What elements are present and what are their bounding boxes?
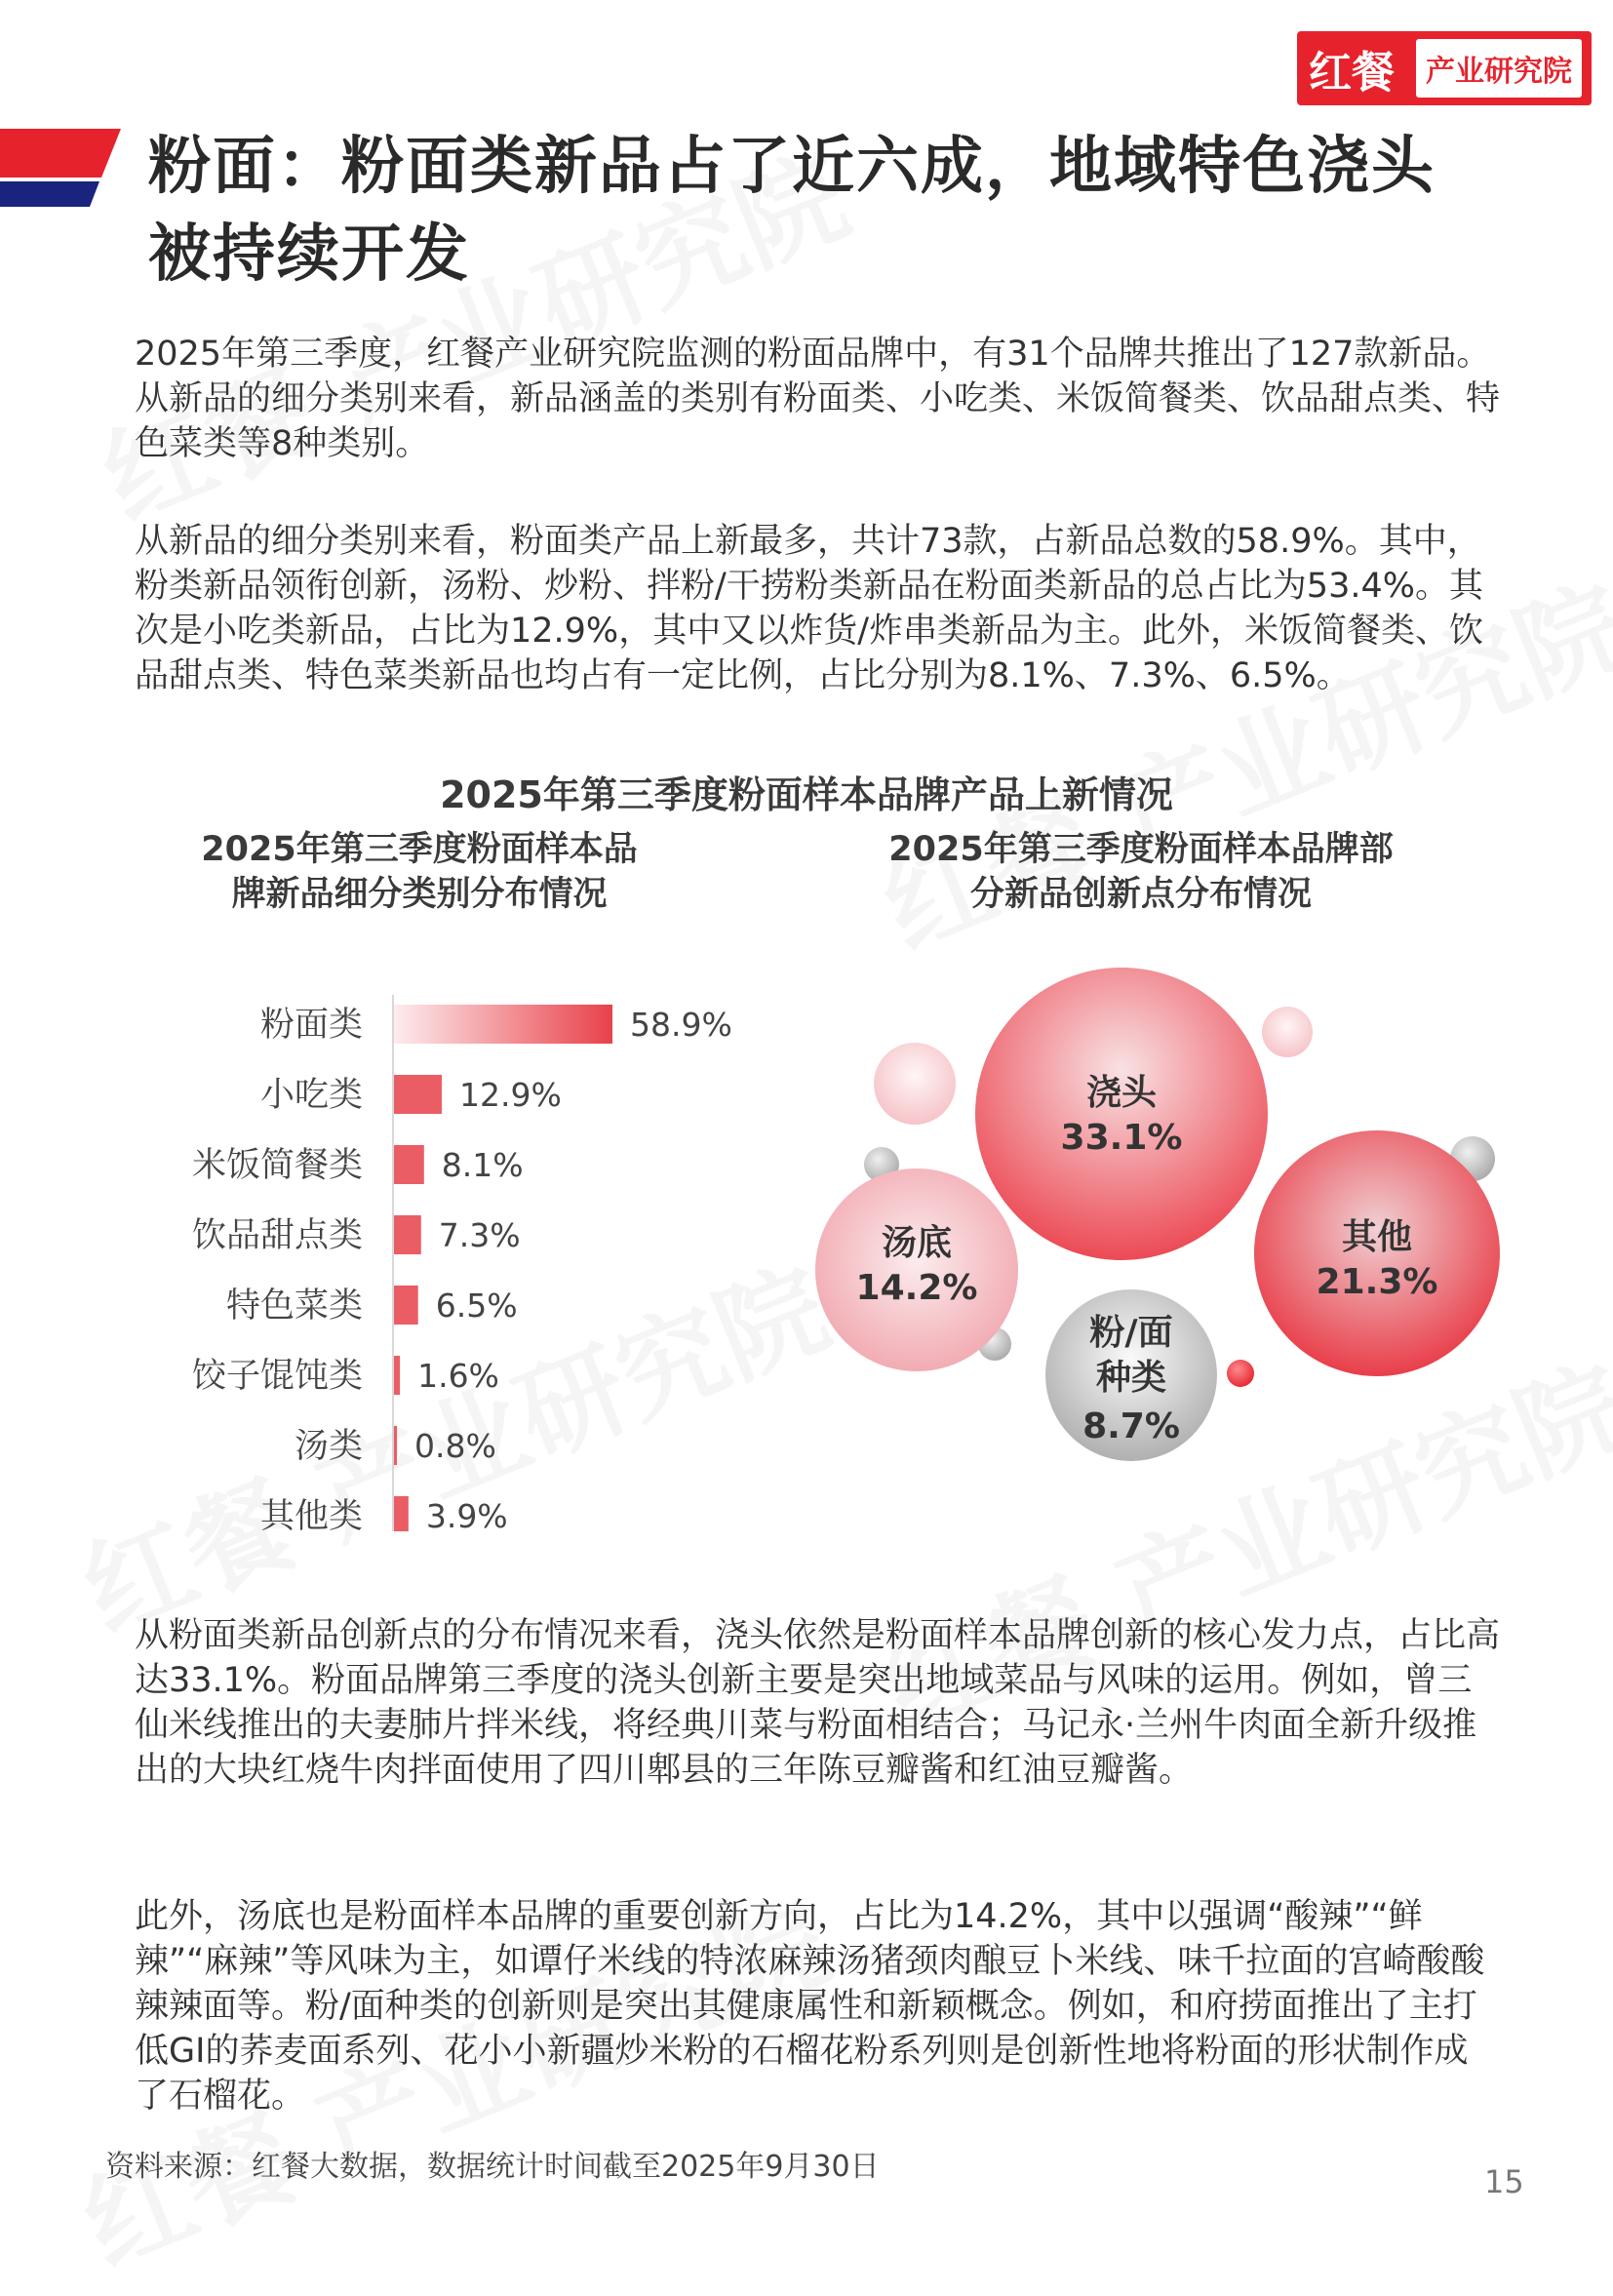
bubble-jiaotou bbox=[975, 968, 1268, 1260]
bar bbox=[394, 1286, 418, 1325]
bar bbox=[394, 1215, 421, 1254]
bubble-value: 33.1% bbox=[1060, 1118, 1183, 1158]
bubble-chart bbox=[800, 956, 1541, 1502]
bar bbox=[394, 1496, 409, 1531]
bar bbox=[394, 1075, 442, 1114]
decor-bubble bbox=[874, 1043, 956, 1125]
paragraph-2: 从新品的细分类别来看，粉面类产品上新最多，共计73款，占新品总数的58.9%。其中，粉类新品领衔创新，汤粉、炒粉、拌粉/干捞粉类新品在粉面类新品的总占比为53.4%。其次是小吃类新品，占比为12.9%，其中又以炸货/炸串类新品为主。此外，米饭简餐类、饮品甜点类、特色菜类新品也均占有一定比例，占比分别为8.1%、7.3%、6.5%。 bbox=[135, 522, 1483, 695]
bar-category-label: 饮品甜点类 bbox=[191, 1216, 363, 1255]
brand-logo bbox=[1297, 31, 1592, 105]
paragraph-4: 此外，汤底也是粉面样本品牌的重要创新方向，占比为14.2%，其中以强调“酸辣”“鲜辣”“麻辣”等风味为主，如谭仔米线的特浓麻辣汤猪颈肉酿豆卜米线、味千拉面的宫崎酸酸辣辣面等。粉/面种类的创新则是突出其健康属性和新颖概念。例如，和府捞面推出了主打低GI的荞麦面系列、花小小新疆炒米粉的石榴花粉系列则是创新性地将粉面的形状制作成了石榴花。 bbox=[135, 1897, 1485, 2116]
logo-text: 产业研究院 bbox=[1416, 39, 1582, 98]
decor-dot bbox=[1227, 1360, 1254, 1387]
bar-category-label: 小吃类 bbox=[259, 1076, 363, 1115]
bar-category-label: 特色菜类 bbox=[225, 1287, 363, 1326]
bar-value-label: 3.9% bbox=[425, 1497, 508, 1531]
bubble-label: 汤底 bbox=[881, 1223, 953, 1263]
page-number: 15 bbox=[1484, 2163, 1524, 2200]
bar-chart bbox=[0, 985, 800, 1531]
bar bbox=[394, 1426, 397, 1465]
bar-chart-title: 2025年第三季度粉面样本品牌新品细分类别分布情况 bbox=[201, 830, 638, 914]
bar-category-label: 饺子馄饨类 bbox=[191, 1357, 363, 1396]
data-source: 资料来源：红餐大数据，数据统计时间截至2025年9月30日 bbox=[105, 2150, 880, 2184]
bar-category-label: 其他类 bbox=[259, 1497, 363, 1531]
bar-value-label: 12.9% bbox=[459, 1076, 562, 1114]
bubble-value: 21.3% bbox=[1316, 1262, 1438, 1302]
chart-section-title: 2025年第三季度粉面样本品牌产品上新情况 bbox=[440, 773, 1173, 816]
decor-bubble bbox=[1262, 1007, 1313, 1057]
bar-category-label: 米饭简餐类 bbox=[191, 1146, 363, 1185]
bar-category-label: 汤类 bbox=[294, 1427, 363, 1466]
bubble-value: 14.2% bbox=[855, 1268, 978, 1308]
bar-value-label: 0.8% bbox=[414, 1427, 496, 1465]
page-title: 粉面：粉面类新品占了近六成，地域特色浇头被持续开发 bbox=[148, 131, 1436, 291]
bar-value-label: 7.3% bbox=[438, 1216, 521, 1254]
bubble-value: 8.7% bbox=[1082, 1406, 1180, 1446]
bar bbox=[394, 1005, 612, 1044]
logo-mark: 红餐 bbox=[1297, 31, 1406, 105]
bar-value-label: 58.9% bbox=[630, 1006, 732, 1044]
bar-value-label: 6.5% bbox=[435, 1287, 518, 1325]
bar-category-label: 粉面类 bbox=[259, 1006, 363, 1045]
bar-value-label: 1.6% bbox=[417, 1357, 499, 1395]
title-accent-bar bbox=[0, 129, 121, 207]
bubble-label: 其他 bbox=[1341, 1217, 1413, 1257]
paragraph-3: 从粉面类新品创新点的分布情况来看，浇头依然是粉面样本品牌创新的核心发力点，占比高达33.1%。粉面品牌第三季度的浇头创新主要是突出地域菜品与风味的运用。例如，曾三仙米线推出的夫妻肺片拌米线，将经典川菜与粉面相结合；马记永·兰州牛肉面全新升级推出的大块红烧牛肉拌面使用了四川郫县的三年陈豆瓣酱和红油豆瓣酱。 bbox=[135, 1616, 1501, 1790]
bubble-label: 粉/面种类 bbox=[1089, 1313, 1173, 1398]
bar-value-label: 8.1% bbox=[441, 1146, 524, 1184]
bar bbox=[394, 1145, 424, 1184]
bubble-label: 浇头 bbox=[1085, 1073, 1158, 1113]
bar bbox=[394, 1356, 400, 1395]
paragraph-1: 2025年第三季度，红餐产业研究院监测的粉面品牌中，有31个品牌共推出了127款新品。从新品的细分类别来看，新品涵盖的类别有粉面类、小吃类、米饭简餐类、饮品甜点类、特色菜类等8种类别。 bbox=[135, 335, 1501, 463]
bubble-chart-title: 2025年第三季度粉面样本品牌部分新品创新点分布情况 bbox=[888, 830, 1394, 914]
